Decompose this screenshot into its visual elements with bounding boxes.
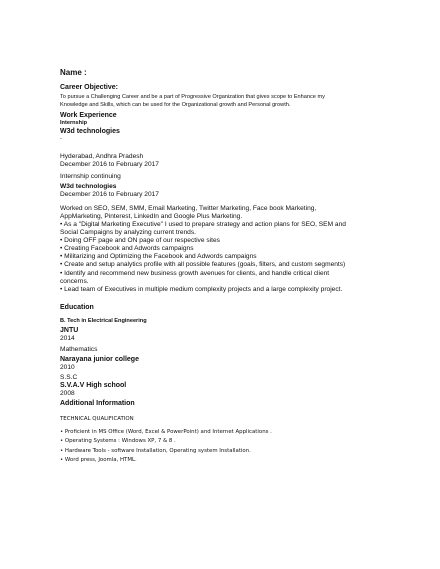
- job-bullet: • Lead team of Executives in multiple medium complexity projects and a large complexity project.: [60, 285, 343, 293]
- career-objective-heading: Career Objective:: [60, 84, 118, 91]
- tech-item: • Hardware Tools - software Installation, Operating system Installation.: [60, 447, 251, 454]
- resume-content: [60, 68, 380, 465]
- work-experience-heading: Work Experience: [60, 112, 117, 120]
- college: Narayana junior college: [60, 356, 139, 364]
- name-label: Name :: [60, 68, 87, 77]
- year: 2008: [60, 390, 75, 398]
- tech-item: • Proficient in MS Office (Word, Excel & PowerPoint) and Internet Applications .: [60, 429, 272, 436]
- ssc: S.S.C: [60, 374, 78, 382]
- subject: Mathematics: [60, 346, 98, 354]
- job-bullet: • Identify and recommend new business growth avenues for clients, and handle critical client: [60, 269, 330, 277]
- year: 2010: [60, 364, 75, 372]
- job-bullet: • Doing OFF page and ON page of our respective sites: [60, 237, 220, 245]
- job-bullet: • Creating Facebook and Adwords campaigns: [60, 245, 194, 253]
- school: S.V.A.V High school: [60, 382, 127, 390]
- job-dates: December 2016 to February 2017: [60, 190, 159, 198]
- company-name: W3d technologies: [60, 127, 120, 135]
- job-description-line: Worked on SEO, SEM, SMM, Email Marketing, Twitter Marketing, Face book Marketing,: [60, 204, 317, 212]
- year: 2014: [60, 335, 75, 343]
- job-bullet: • Militarizing and Optimizing the Facebook and Adwords campaigns: [60, 253, 257, 261]
- job-description-line: AppMarketing, Pinterest, LinkedIn and Google Plus Marketing.: [60, 212, 243, 220]
- degree: B. Tech in Electrical Engineering: [60, 317, 147, 324]
- job-dates: December 2016 to February 2017: [60, 160, 159, 168]
- additional-info-heading: Additional Information: [60, 400, 135, 408]
- tech-item: • Operating Systems : Windows XP, 7 & 8 .: [60, 438, 176, 445]
- university: JNTU: [60, 327, 79, 335]
- dash: -: [60, 135, 62, 142]
- job-bullet: • Create and setup analytics profile with all possible features (goals, filters, and custom segments): [60, 261, 346, 269]
- career-objective-line: Knowledge and Skills, which can be used for the Organizational growth and Personal growth.: [60, 102, 291, 109]
- job-location: Hyderabad, Andhra Pradesh: [60, 152, 144, 160]
- job-bullet: • As a "Digital Marketing Executive" I used to prepare strategy and action plans for SEO, SEM and: [60, 221, 346, 228]
- job-bullet: Social Campaigns by analyzing current trends.: [60, 229, 196, 237]
- tech-item: • Word press, Joomla, HTML.: [60, 456, 137, 463]
- job-bullet: concerns.: [60, 277, 89, 285]
- job-title: Internship: [60, 120, 88, 127]
- education-heading: Education: [60, 303, 94, 311]
- technical-qualification-heading: TECHNICAL QUALIFICATION: [60, 416, 134, 423]
- job-status: Internship continuing: [60, 172, 121, 180]
- company-name: W3d technologies: [60, 182, 117, 190]
- career-objective-line: To pursue a Challenging Career and be a part of Progressive Organization that gives scope to Enhance my: [60, 94, 325, 100]
